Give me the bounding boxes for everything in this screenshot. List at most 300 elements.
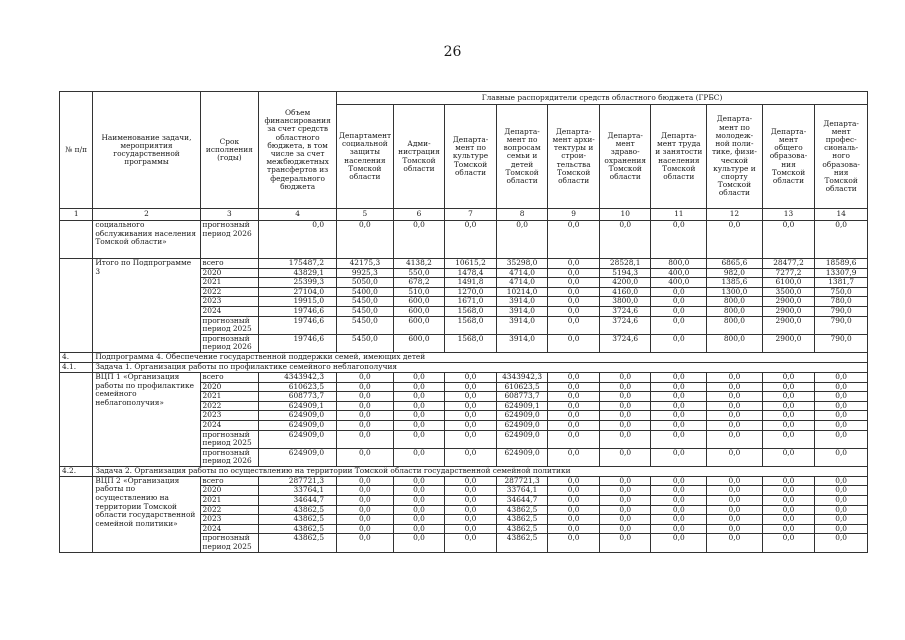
- row-value: 624909,1: [259, 401, 337, 411]
- header-col-volume: Объем финансирования за счет средств областного бюджета, в том числе за счет межбюджетных трансфертов из федерального бюджета: [259, 92, 337, 209]
- row-value: 0,0: [599, 505, 651, 515]
- row-value: 0,0: [599, 534, 651, 552]
- row-value: 1270,0: [445, 287, 497, 297]
- row-value: 0,0: [548, 382, 600, 392]
- row-value: 0,0: [599, 420, 651, 430]
- row-period: 2022: [200, 401, 259, 411]
- header-grbs-3: Департа-мент по культуре Томской области: [445, 105, 497, 209]
- row-value: 0,0: [337, 515, 394, 525]
- row-name: ВЦП 1 «Организация работы по профилактике семейного неблагополучия»: [93, 372, 200, 466]
- row-period: прогнозный период 2025: [200, 430, 259, 448]
- row-value: 43862,5: [496, 515, 548, 525]
- row-value: 0,0: [651, 448, 707, 466]
- column-number: 7: [445, 209, 497, 221]
- row-period: 2023: [200, 297, 259, 307]
- row-value: 0,0: [762, 448, 815, 466]
- row-value: 800,0: [707, 316, 763, 334]
- row-value: 3800,0: [599, 297, 651, 307]
- row-value: 4343942,3: [496, 372, 548, 382]
- row-value: 3914,0: [496, 334, 548, 352]
- section-number: 4.1.: [60, 362, 93, 372]
- row-value: 4714,0: [496, 268, 548, 278]
- row-value: 0,0: [548, 316, 600, 334]
- row-period: прогнозный период 2026: [200, 448, 259, 466]
- row-value: 0,0: [762, 534, 815, 552]
- row-value: 0,0: [762, 392, 815, 402]
- row-value: 4160,0: [599, 287, 651, 297]
- row-value: 4200,0: [599, 278, 651, 288]
- row-value: 0,0: [599, 524, 651, 534]
- row-value: 0,0: [815, 486, 868, 496]
- row-value: 0,0: [651, 401, 707, 411]
- row-value: 0,0: [393, 221, 445, 259]
- row-value: 175487,2: [259, 259, 337, 269]
- row-period: 2023: [200, 411, 259, 421]
- row-period: 2020: [200, 268, 259, 278]
- row-period: 2024: [200, 524, 259, 534]
- row-value: 43862,5: [496, 534, 548, 552]
- row-value: 33764,1: [259, 486, 337, 496]
- row-value: 0,0: [599, 382, 651, 392]
- row-value: 0,0: [599, 476, 651, 486]
- row-value: 0,0: [651, 411, 707, 421]
- row-value: 3724,6: [599, 334, 651, 352]
- row-value: 0,0: [337, 401, 394, 411]
- row-value: 0,0: [707, 515, 763, 525]
- row-value: 6100,0: [762, 278, 815, 288]
- row-value: 7277,2: [762, 268, 815, 278]
- row-value: 0,0: [651, 430, 707, 448]
- column-number: 12: [707, 209, 763, 221]
- row-value: 5450,0: [337, 316, 394, 334]
- row-value: 0,0: [651, 297, 707, 307]
- header-grbs-2: Адми-нистрация Томской области: [393, 105, 445, 209]
- row-value: 0,0: [445, 476, 497, 486]
- section-title: Задача 1. Организация работы по профилактике семейного неблагополучия: [93, 362, 868, 372]
- row-value: 800,0: [707, 306, 763, 316]
- row-value: 0,0: [815, 382, 868, 392]
- row-value: 0,0: [337, 221, 394, 259]
- row-value: 2900,0: [762, 316, 815, 334]
- row-value: 43862,5: [259, 524, 337, 534]
- row-value: 0,0: [445, 496, 497, 506]
- row-value: 0,0: [707, 534, 763, 552]
- row-value: 1568,0: [445, 306, 497, 316]
- row-value: 600,0: [393, 334, 445, 352]
- row-value: 0,0: [762, 430, 815, 448]
- row-value: 19915,0: [259, 297, 337, 307]
- row-value: 0,0: [337, 372, 394, 382]
- row-value: 10615,2: [445, 259, 497, 269]
- row-value: 678,2: [393, 278, 445, 288]
- row-value: 0,0: [599, 221, 651, 259]
- row-value: 0,0: [762, 515, 815, 525]
- row-value: 1300,0: [707, 287, 763, 297]
- row-value: 0,0: [651, 334, 707, 352]
- row-value: 0,0: [599, 411, 651, 421]
- row-value: 400,0: [651, 278, 707, 288]
- row-value: 0,0: [707, 420, 763, 430]
- row-value: 750,0: [815, 287, 868, 297]
- row-period: всего: [200, 259, 259, 269]
- row-period: 2020: [200, 382, 259, 392]
- row-value: 2900,0: [762, 306, 815, 316]
- row-value: 0,0: [651, 420, 707, 430]
- row-value: 9925,3: [337, 268, 394, 278]
- row-name: ВЦП 2 «Организация работы по осуществлению на территории Томской области государственной семейной политики»: [93, 476, 200, 552]
- row-value: 0,0: [762, 524, 815, 534]
- row-value: 800,0: [651, 259, 707, 269]
- header-grbs-9: Департа-мент общего образова-ния Томской области: [762, 105, 815, 209]
- row-value: 610623,5: [496, 382, 548, 392]
- section-row: [60, 362, 868, 372]
- row-value: 0,0: [651, 505, 707, 515]
- row-value: 6865,6: [707, 259, 763, 269]
- row-number: [60, 372, 93, 466]
- row-value: 0,0: [445, 411, 497, 421]
- section-title: Подпрограмма 4. Обеспечение государственной поддержки семей, имеющих детей: [93, 352, 868, 362]
- row-value: 0,0: [259, 221, 337, 259]
- header-grbs-title: Главные распорядители средств областного бюджета (ГРБС): [337, 92, 868, 105]
- row-value: 0,0: [548, 392, 600, 402]
- row-value: 0,0: [707, 430, 763, 448]
- row-value: 0,0: [762, 372, 815, 382]
- row-value: 1478,4: [445, 268, 497, 278]
- row-value: 0,0: [337, 420, 394, 430]
- row-value: 0,0: [548, 505, 600, 515]
- header-row-top: [60, 92, 868, 105]
- row-value: 0,0: [548, 430, 600, 448]
- row-value: 5450,0: [337, 334, 394, 352]
- row-period: 2023: [200, 515, 259, 525]
- row-value: 10214,0: [496, 287, 548, 297]
- page-number: 26: [443, 44, 462, 60]
- row-value: 25399,3: [259, 278, 337, 288]
- row-value: 4343942,3: [259, 372, 337, 382]
- row-value: 33764,1: [496, 486, 548, 496]
- row-value: 0,0: [651, 306, 707, 316]
- row-value: 0,0: [445, 382, 497, 392]
- column-number: 13: [762, 209, 815, 221]
- row-value: 1671,0: [445, 297, 497, 307]
- row-value: 1385,6: [707, 278, 763, 288]
- row-value: 18589,6: [815, 259, 868, 269]
- row-value: 0,0: [548, 287, 600, 297]
- row-value: 0,0: [445, 448, 497, 466]
- row-value: 550,0: [393, 268, 445, 278]
- row-value: 0,0: [815, 505, 868, 515]
- row-value: 0,0: [762, 496, 815, 506]
- row-value: 0,0: [548, 278, 600, 288]
- row-value: 0,0: [393, 505, 445, 515]
- row-value: 0,0: [762, 476, 815, 486]
- row-value: 5450,0: [337, 297, 394, 307]
- table-row: [60, 476, 868, 486]
- row-value: 624909,0: [259, 430, 337, 448]
- row-value: 0,0: [707, 486, 763, 496]
- row-value: 0,0: [762, 221, 815, 259]
- row-value: 5400,0: [337, 287, 394, 297]
- row-value: 0,0: [548, 401, 600, 411]
- row-value: 0,0: [337, 496, 394, 506]
- row-period: прогнозный период 2026: [200, 334, 259, 352]
- row-value: 0,0: [393, 382, 445, 392]
- row-value: 0,0: [548, 306, 600, 316]
- row-value: 0,0: [445, 420, 497, 430]
- row-value: 0,0: [548, 476, 600, 486]
- row-value: 0,0: [599, 496, 651, 506]
- row-value: 43862,5: [496, 524, 548, 534]
- header-grbs-1: Департамент социальной защиты населения Томской области: [337, 105, 394, 209]
- row-value: 0,0: [337, 382, 394, 392]
- row-value: 0,0: [762, 411, 815, 421]
- row-value: 400,0: [651, 268, 707, 278]
- row-value: 624909,0: [259, 448, 337, 466]
- row-value: 42175,3: [337, 259, 394, 269]
- row-value: 0,0: [393, 372, 445, 382]
- row-value: 510,0: [393, 287, 445, 297]
- header-grbs-7: Департа-мент труда и занятости населения Томской области: [651, 105, 707, 209]
- row-period: всего: [200, 372, 259, 382]
- row-value: 0,0: [599, 515, 651, 525]
- row-value: 0,0: [337, 505, 394, 515]
- column-number: 4: [259, 209, 337, 221]
- column-number: 9: [548, 209, 600, 221]
- row-value: 0,0: [337, 486, 394, 496]
- row-value: 0,0: [393, 524, 445, 534]
- row-value: 5050,0: [337, 278, 394, 288]
- row-period: прогнозный период 2026: [200, 221, 259, 259]
- row-value: 624909,0: [496, 420, 548, 430]
- row-period: 2022: [200, 505, 259, 515]
- row-value: 3500,0: [762, 287, 815, 297]
- column-number: 10: [599, 209, 651, 221]
- row-value: 0,0: [707, 382, 763, 392]
- row-value: 0,0: [548, 515, 600, 525]
- row-value: 0,0: [599, 372, 651, 382]
- budget-table: [59, 91, 868, 553]
- row-value: 610623,5: [259, 382, 337, 392]
- row-value: 0,0: [548, 259, 600, 269]
- header-grbs-10: Департа-мент профес-сиональ-ного образова-ния Томской области: [815, 105, 868, 209]
- row-value: 0,0: [548, 534, 600, 552]
- row-value: 0,0: [762, 420, 815, 430]
- row-value: 287721,3: [259, 476, 337, 486]
- row-value: 43862,5: [259, 534, 337, 552]
- row-value: 0,0: [707, 392, 763, 402]
- row-value: 600,0: [393, 306, 445, 316]
- row-number: [60, 476, 93, 552]
- row-value: 780,0: [815, 297, 868, 307]
- row-value: 0,0: [393, 448, 445, 466]
- row-value: 0,0: [445, 534, 497, 552]
- row-value: 790,0: [815, 334, 868, 352]
- row-value: 0,0: [815, 534, 868, 552]
- header-col-no: № п/п: [60, 92, 93, 209]
- row-value: 608773,7: [496, 392, 548, 402]
- row-period: 2021: [200, 278, 259, 288]
- row-value: 0,0: [548, 524, 600, 534]
- row-value: 0,0: [393, 476, 445, 486]
- row-period: прогнозный период 2025: [200, 534, 259, 552]
- row-value: 43829,1: [259, 268, 337, 278]
- row-value: 0,0: [445, 486, 497, 496]
- column-number: 1: [60, 209, 93, 221]
- row-value: 0,0: [548, 334, 600, 352]
- section-title: Задача 2. Организация работы по осуществлению на территории Томской области государственной семейной политики: [93, 466, 868, 476]
- row-value: 624909,0: [496, 411, 548, 421]
- row-number: [60, 221, 93, 259]
- header-grbs-6: Департа-мент здраво-охранения Томской области: [599, 105, 651, 209]
- row-value: 0,0: [707, 411, 763, 421]
- row-value: 982,0: [707, 268, 763, 278]
- row-period: 2021: [200, 392, 259, 402]
- row-value: 1381,7: [815, 278, 868, 288]
- row-value: 0,0: [707, 476, 763, 486]
- row-value: 0,0: [762, 505, 815, 515]
- row-value: 0,0: [815, 221, 868, 259]
- column-number: 8: [496, 209, 548, 221]
- row-value: 0,0: [762, 401, 815, 411]
- row-value: 28528,1: [599, 259, 651, 269]
- row-value: 19746,6: [259, 306, 337, 316]
- row-value: 0,0: [651, 382, 707, 392]
- row-value: 0,0: [393, 420, 445, 430]
- row-value: 0,0: [815, 515, 868, 525]
- row-period: 2020: [200, 486, 259, 496]
- row-period: 2021: [200, 496, 259, 506]
- row-value: 5194,3: [599, 268, 651, 278]
- row-value: 0,0: [337, 524, 394, 534]
- row-value: 0,0: [815, 392, 868, 402]
- row-value: 0,0: [337, 534, 394, 552]
- row-value: 4714,0: [496, 278, 548, 288]
- row-value: 0,0: [651, 221, 707, 259]
- row-value: 0,0: [445, 392, 497, 402]
- row-value: 800,0: [707, 297, 763, 307]
- row-period: прогнозный период 2025: [200, 316, 259, 334]
- column-number: 2: [93, 209, 200, 221]
- row-value: 0,0: [815, 420, 868, 430]
- row-value: 3914,0: [496, 316, 548, 334]
- row-value: 0,0: [707, 221, 763, 259]
- row-value: 0,0: [337, 392, 394, 402]
- row-value: 0,0: [815, 430, 868, 448]
- row-value: 0,0: [815, 448, 868, 466]
- row-value: 27104,0: [259, 287, 337, 297]
- row-value: 0,0: [393, 430, 445, 448]
- row-value: 0,0: [548, 268, 600, 278]
- row-value: 0,0: [707, 401, 763, 411]
- header-col-term: Срок исполнения (годы): [200, 92, 259, 209]
- row-value: 0,0: [393, 515, 445, 525]
- row-number: [60, 259, 93, 353]
- row-value: 0,0: [651, 496, 707, 506]
- row-value: 0,0: [815, 496, 868, 506]
- row-value: 0,0: [651, 287, 707, 297]
- row-period: 2022: [200, 287, 259, 297]
- column-number: 6: [393, 209, 445, 221]
- row-value: 624909,0: [259, 411, 337, 421]
- row-value: 790,0: [815, 306, 868, 316]
- row-value: 0,0: [762, 382, 815, 392]
- row-value: 5450,0: [337, 306, 394, 316]
- row-value: 0,0: [337, 430, 394, 448]
- row-period: 2024: [200, 306, 259, 316]
- row-value: 0,0: [707, 448, 763, 466]
- row-value: 0,0: [445, 372, 497, 382]
- row-value: 19746,6: [259, 334, 337, 352]
- row-value: 35298,0: [496, 259, 548, 269]
- row-value: 0,0: [393, 534, 445, 552]
- row-value: 0,0: [548, 372, 600, 382]
- row-value: 3914,0: [496, 306, 548, 316]
- row-value: 1568,0: [445, 316, 497, 334]
- row-value: 0,0: [599, 486, 651, 496]
- table-row: [60, 372, 868, 382]
- row-value: 600,0: [393, 316, 445, 334]
- row-value: 0,0: [815, 411, 868, 421]
- header-grbs-8: Департа-мент по молодеж-ной поли-тике, физи-ческой культуре и спорту Томской области: [707, 105, 763, 209]
- row-value: 43862,5: [259, 505, 337, 515]
- row-period: 2024: [200, 420, 259, 430]
- row-value: 624909,0: [496, 448, 548, 466]
- row-value: 13307,9: [815, 268, 868, 278]
- row-value: 0,0: [762, 486, 815, 496]
- row-value: 0,0: [815, 524, 868, 534]
- column-number: 14: [815, 209, 868, 221]
- row-value: 0,0: [651, 372, 707, 382]
- column-number: 3: [200, 209, 259, 221]
- row-value: 0,0: [445, 430, 497, 448]
- column-number-row: [60, 209, 868, 221]
- row-value: 0,0: [599, 448, 651, 466]
- row-value: 600,0: [393, 297, 445, 307]
- row-value: 3724,6: [599, 306, 651, 316]
- row-value: 287721,3: [496, 476, 548, 486]
- row-value: 0,0: [445, 221, 497, 259]
- row-value: 0,0: [651, 486, 707, 496]
- row-value: 1491,8: [445, 278, 497, 288]
- row-value: 0,0: [548, 221, 600, 259]
- row-value: 0,0: [337, 476, 394, 486]
- row-value: 608773,7: [259, 392, 337, 402]
- table-row: [60, 221, 868, 259]
- section-number: 4.: [60, 352, 93, 362]
- row-period: всего: [200, 476, 259, 486]
- row-value: 19746,6: [259, 316, 337, 334]
- row-value: 0,0: [651, 524, 707, 534]
- row-value: 43862,5: [259, 515, 337, 525]
- row-value: 790,0: [815, 316, 868, 334]
- table-row: [60, 259, 868, 269]
- row-value: 34644,7: [496, 496, 548, 506]
- row-value: 0,0: [548, 486, 600, 496]
- row-value: 0,0: [337, 448, 394, 466]
- header-grbs-4: Департа-мент по вопросам семьи и детей Томской области: [496, 105, 548, 209]
- row-value: 2900,0: [762, 334, 815, 352]
- row-value: 0,0: [651, 316, 707, 334]
- row-value: 28477,2: [762, 259, 815, 269]
- row-value: 0,0: [445, 524, 497, 534]
- row-value: 34644,7: [259, 496, 337, 506]
- row-value: 0,0: [548, 420, 600, 430]
- row-value: 0,0: [815, 372, 868, 382]
- row-value: 0,0: [707, 524, 763, 534]
- column-number: 5: [337, 209, 394, 221]
- section-number: 4.2.: [60, 466, 93, 476]
- row-value: 0,0: [815, 401, 868, 411]
